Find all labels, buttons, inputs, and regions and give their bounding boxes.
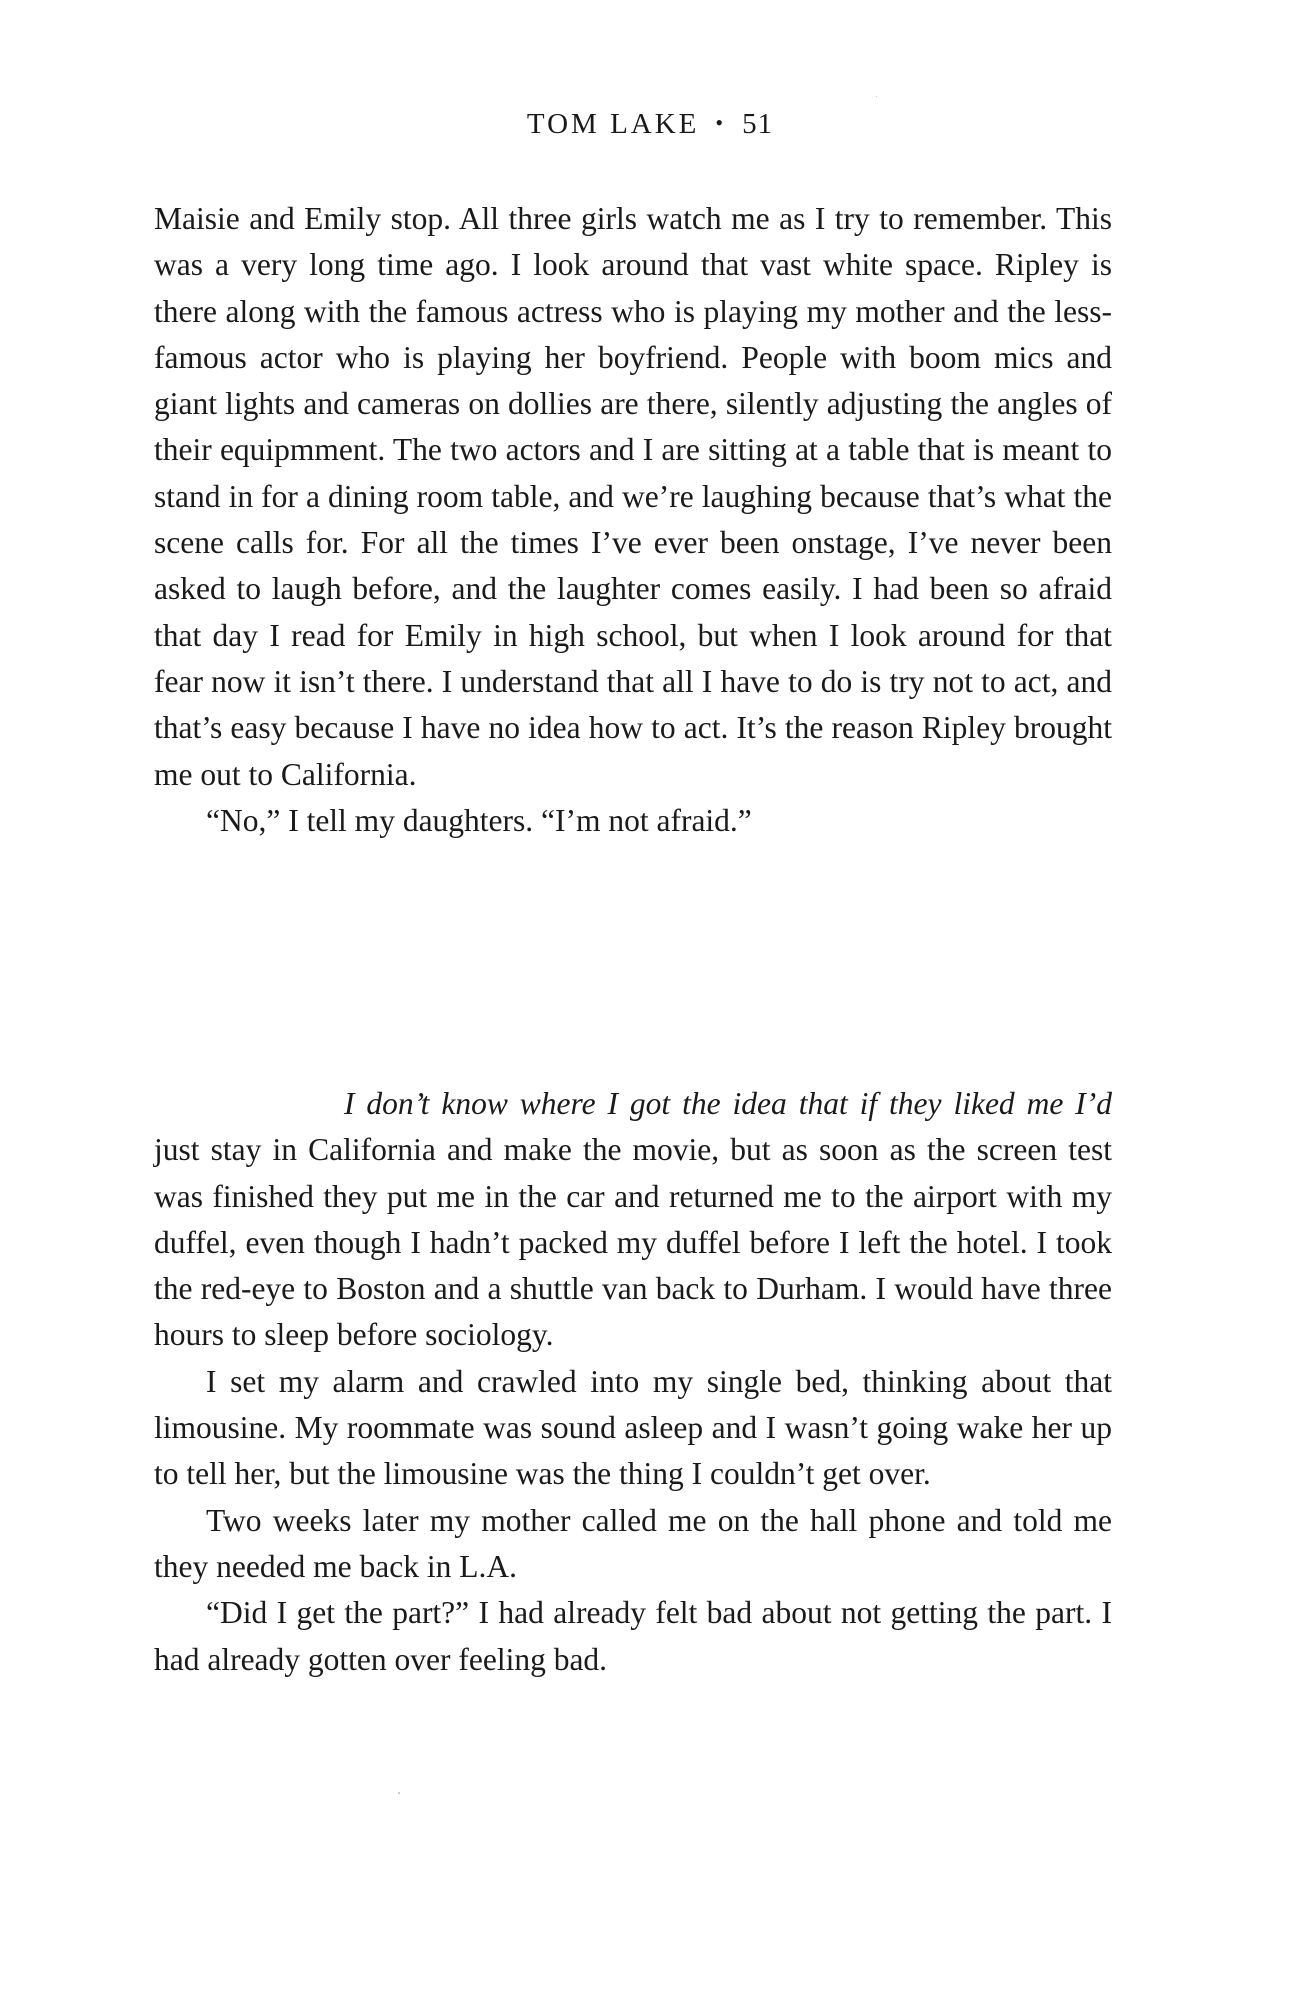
paragraph: Two weeks later my mother called me on the hall phone and told me they needed me back in L.A. [154, 1502, 1112, 1584]
section-2 [154, 1081, 1112, 1683]
print-speck [398, 1792, 400, 1794]
running-head [0, 108, 1300, 141]
italic-lead-in: I don’t know where I got the idea that if they liked me I’d [344, 1086, 1112, 1121]
section-1 [154, 196, 1112, 844]
page-number: 51 [742, 108, 774, 140]
paragraph: I set my alarm and crawled into my single bed, thinking about that limousine. My roommate was sound asleep and I wasn’t going wake her up to tell her, but the limousine was the thing I couldn’t get over. [154, 1363, 1112, 1492]
paragraph: “Did I get the part?” I had already felt bad about not getting the part. I had already gotten over feeling bad. [154, 1595, 1112, 1677]
opening-paragraph-text: just stay in California and make the movie, but as soon as the screen test was finished they put me in the car and returned me to the airport with my duffel, even though I hadn’t packed my duffel before I left the hotel. I took the red-eye to Boston and a shuttle van back to Durham. I would have three hours to sleep before sociology. [154, 1132, 1112, 1353]
section-opening-paragraph [154, 1081, 1112, 1359]
header-separator: • [715, 110, 727, 135]
book-title: TOM LAKE [526, 108, 700, 140]
print-speck [876, 96, 877, 97]
paragraph: “No,” I tell my daughters. “I’m not afraid.” [206, 802, 752, 838]
paragraph: Maisie and Emily stop. All three girls watch me as I try to remember. This was a very long time ago. I look around that vast white space. Ripley is there along with the famous actress who is playing my mother and the less-famous actor who is playing her boyfriend. People with boom mics and giant lights and cameras on dollies are there, silently adjusting the angles of their equipmment. The two actors and I are sitting at a table that is meant to stand in for a dining room table, and we’re laughing because that’s what the scene calls for. For all the times I’ve ever been onstage, I’ve never been asked to laugh before, and the laughter comes easily. I had been so afraid that day I read for Emily in high school, but when I look around for that fear now it isn’t there. I understand that all I have to do is try not to act, and that’s easy because I have no idea how to act. It’s the reason Ripley brought me out to California. [154, 201, 1112, 792]
